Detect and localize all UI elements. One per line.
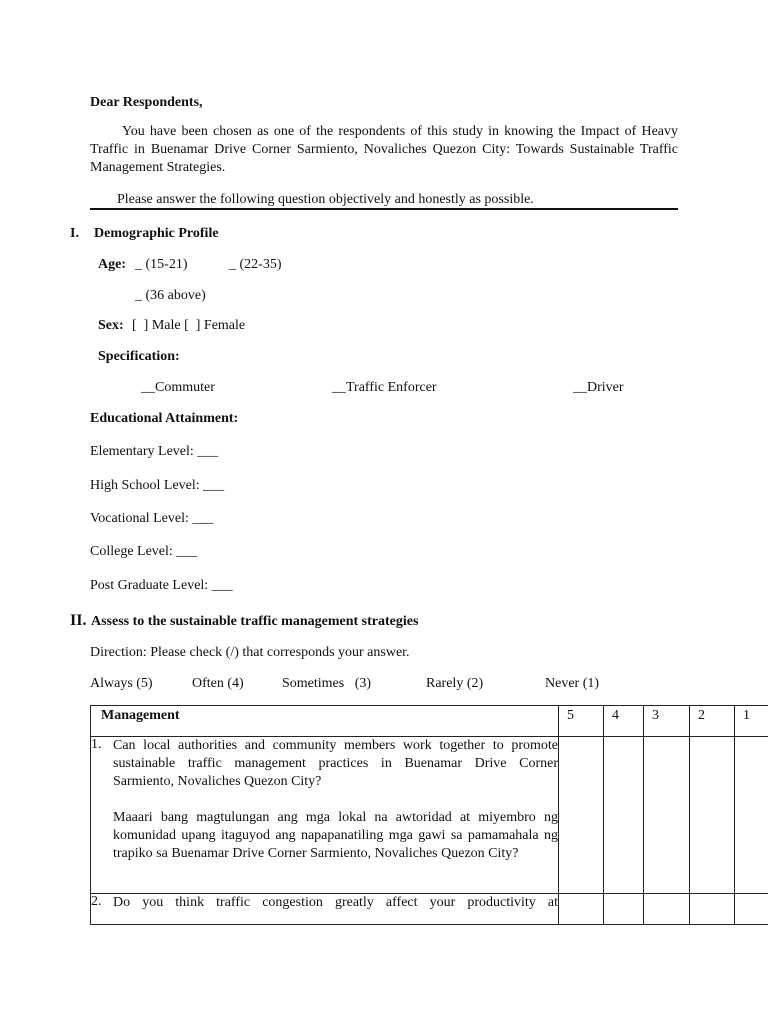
section1-numeral: I. <box>70 226 79 241</box>
col-header-3: 3 <box>644 706 690 737</box>
edu-vocational[interactable]: Vocational Level: ___ <box>90 511 214 526</box>
question-english: Do you think traffic congestion greatly affect your productivity at <box>113 895 558 910</box>
instruction-text: Please answer the following question objectively and honestly as possible. <box>117 192 534 207</box>
spec-option-commuter[interactable]: __Commuter <box>141 380 215 395</box>
spec-option-driver[interactable]: __Driver <box>573 380 624 395</box>
answer-cell-5[interactable] <box>559 737 604 894</box>
question-filipino: Maaari bang magtulungan ang mga lokal na awtoridad at miyembro ng komunidad upang itaguyod ang napapanatiling mga gawi sa pamamahala ng trapiko sa Buenamar Drive Corner Sarmiento, Novaliches Quezon City? <box>113 810 558 861</box>
edu-college[interactable]: College Level: ___ <box>90 544 198 559</box>
section2-numeral: II. <box>70 612 87 629</box>
spec-option-traffic-enforcer[interactable]: __Traffic Enforcer <box>332 380 437 395</box>
scale-rarely: Rarely (2) <box>426 676 484 691</box>
direction-text: Direction: Please check (/) that corresponds your answer. <box>90 645 410 660</box>
scale-never: Never (1) <box>545 676 600 691</box>
question-cell-2 <box>91 894 559 925</box>
answer-cell-2[interactable] <box>690 894 735 925</box>
divider-line <box>90 208 678 210</box>
intro-paragraph <box>90 123 678 177</box>
edu-elementary[interactable]: Elementary Level: ___ <box>90 444 219 459</box>
answer-cell-1[interactable] <box>735 737 768 894</box>
edu-post-graduate[interactable]: Post Graduate Level: ___ <box>90 578 233 593</box>
question-number: 1. <box>91 737 102 752</box>
table-row <box>91 737 768 894</box>
edu-high-school[interactable]: High School Level: ___ <box>90 478 225 493</box>
management-header: Management <box>91 706 559 737</box>
answer-cell-4[interactable] <box>604 894 644 925</box>
age-label: Age: <box>98 257 126 272</box>
answer-cell-5[interactable] <box>559 894 604 925</box>
scale-often: Often (4) <box>192 676 244 691</box>
scale-sometimes: Sometimes (3) <box>282 676 372 691</box>
scale-always: Always (5) <box>90 676 153 691</box>
table-row <box>91 894 768 925</box>
answer-cell-2[interactable] <box>690 737 735 894</box>
col-header-1: 1 <box>735 706 768 737</box>
age-option-22-35[interactable]: _ (22-35) <box>229 257 282 272</box>
section1-title: Demographic Profile <box>94 226 219 241</box>
sex-options[interactable]: [ ] Male [ ] Female <box>132 318 246 333</box>
question-cell-1 <box>91 737 559 894</box>
specification-label: Specification: <box>98 349 180 364</box>
answer-cell-1[interactable] <box>735 894 768 925</box>
col-header-4: 4 <box>604 706 644 737</box>
section2-title: Assess to the sustainable traffic management strategies <box>91 614 419 629</box>
age-option-36-above[interactable]: _ (36 above) <box>135 288 206 303</box>
salutation: Dear Respondents, <box>90 95 203 110</box>
col-header-2: 2 <box>690 706 735 737</box>
education-label: Educational Attainment: <box>90 411 239 426</box>
table-header-row <box>91 706 768 737</box>
survey-table <box>90 705 768 925</box>
answer-cell-3[interactable] <box>644 737 690 894</box>
sex-label: Sex: <box>98 318 124 333</box>
age-option-15-21[interactable]: _ (15-21) <box>135 257 188 272</box>
col-header-5: 5 <box>559 706 604 737</box>
question-number: 2. <box>91 894 102 909</box>
intro-text: You have been chosen as one of the respondents of this study in knowing the Impact of Heavy Traffic in Buenamar Drive Corner Sarmiento, Novaliches Quezon City: Towards Sustainable Traffic Management Strategies. <box>90 124 678 175</box>
question-english: Can local authorities and community members work together to promote sustainable traffic management practices in Buenamar Drive Corner Sarmiento, Novaliches Quezon City? <box>113 738 558 789</box>
answer-cell-3[interactable] <box>644 894 690 925</box>
answer-cell-4[interactable] <box>604 737 644 894</box>
